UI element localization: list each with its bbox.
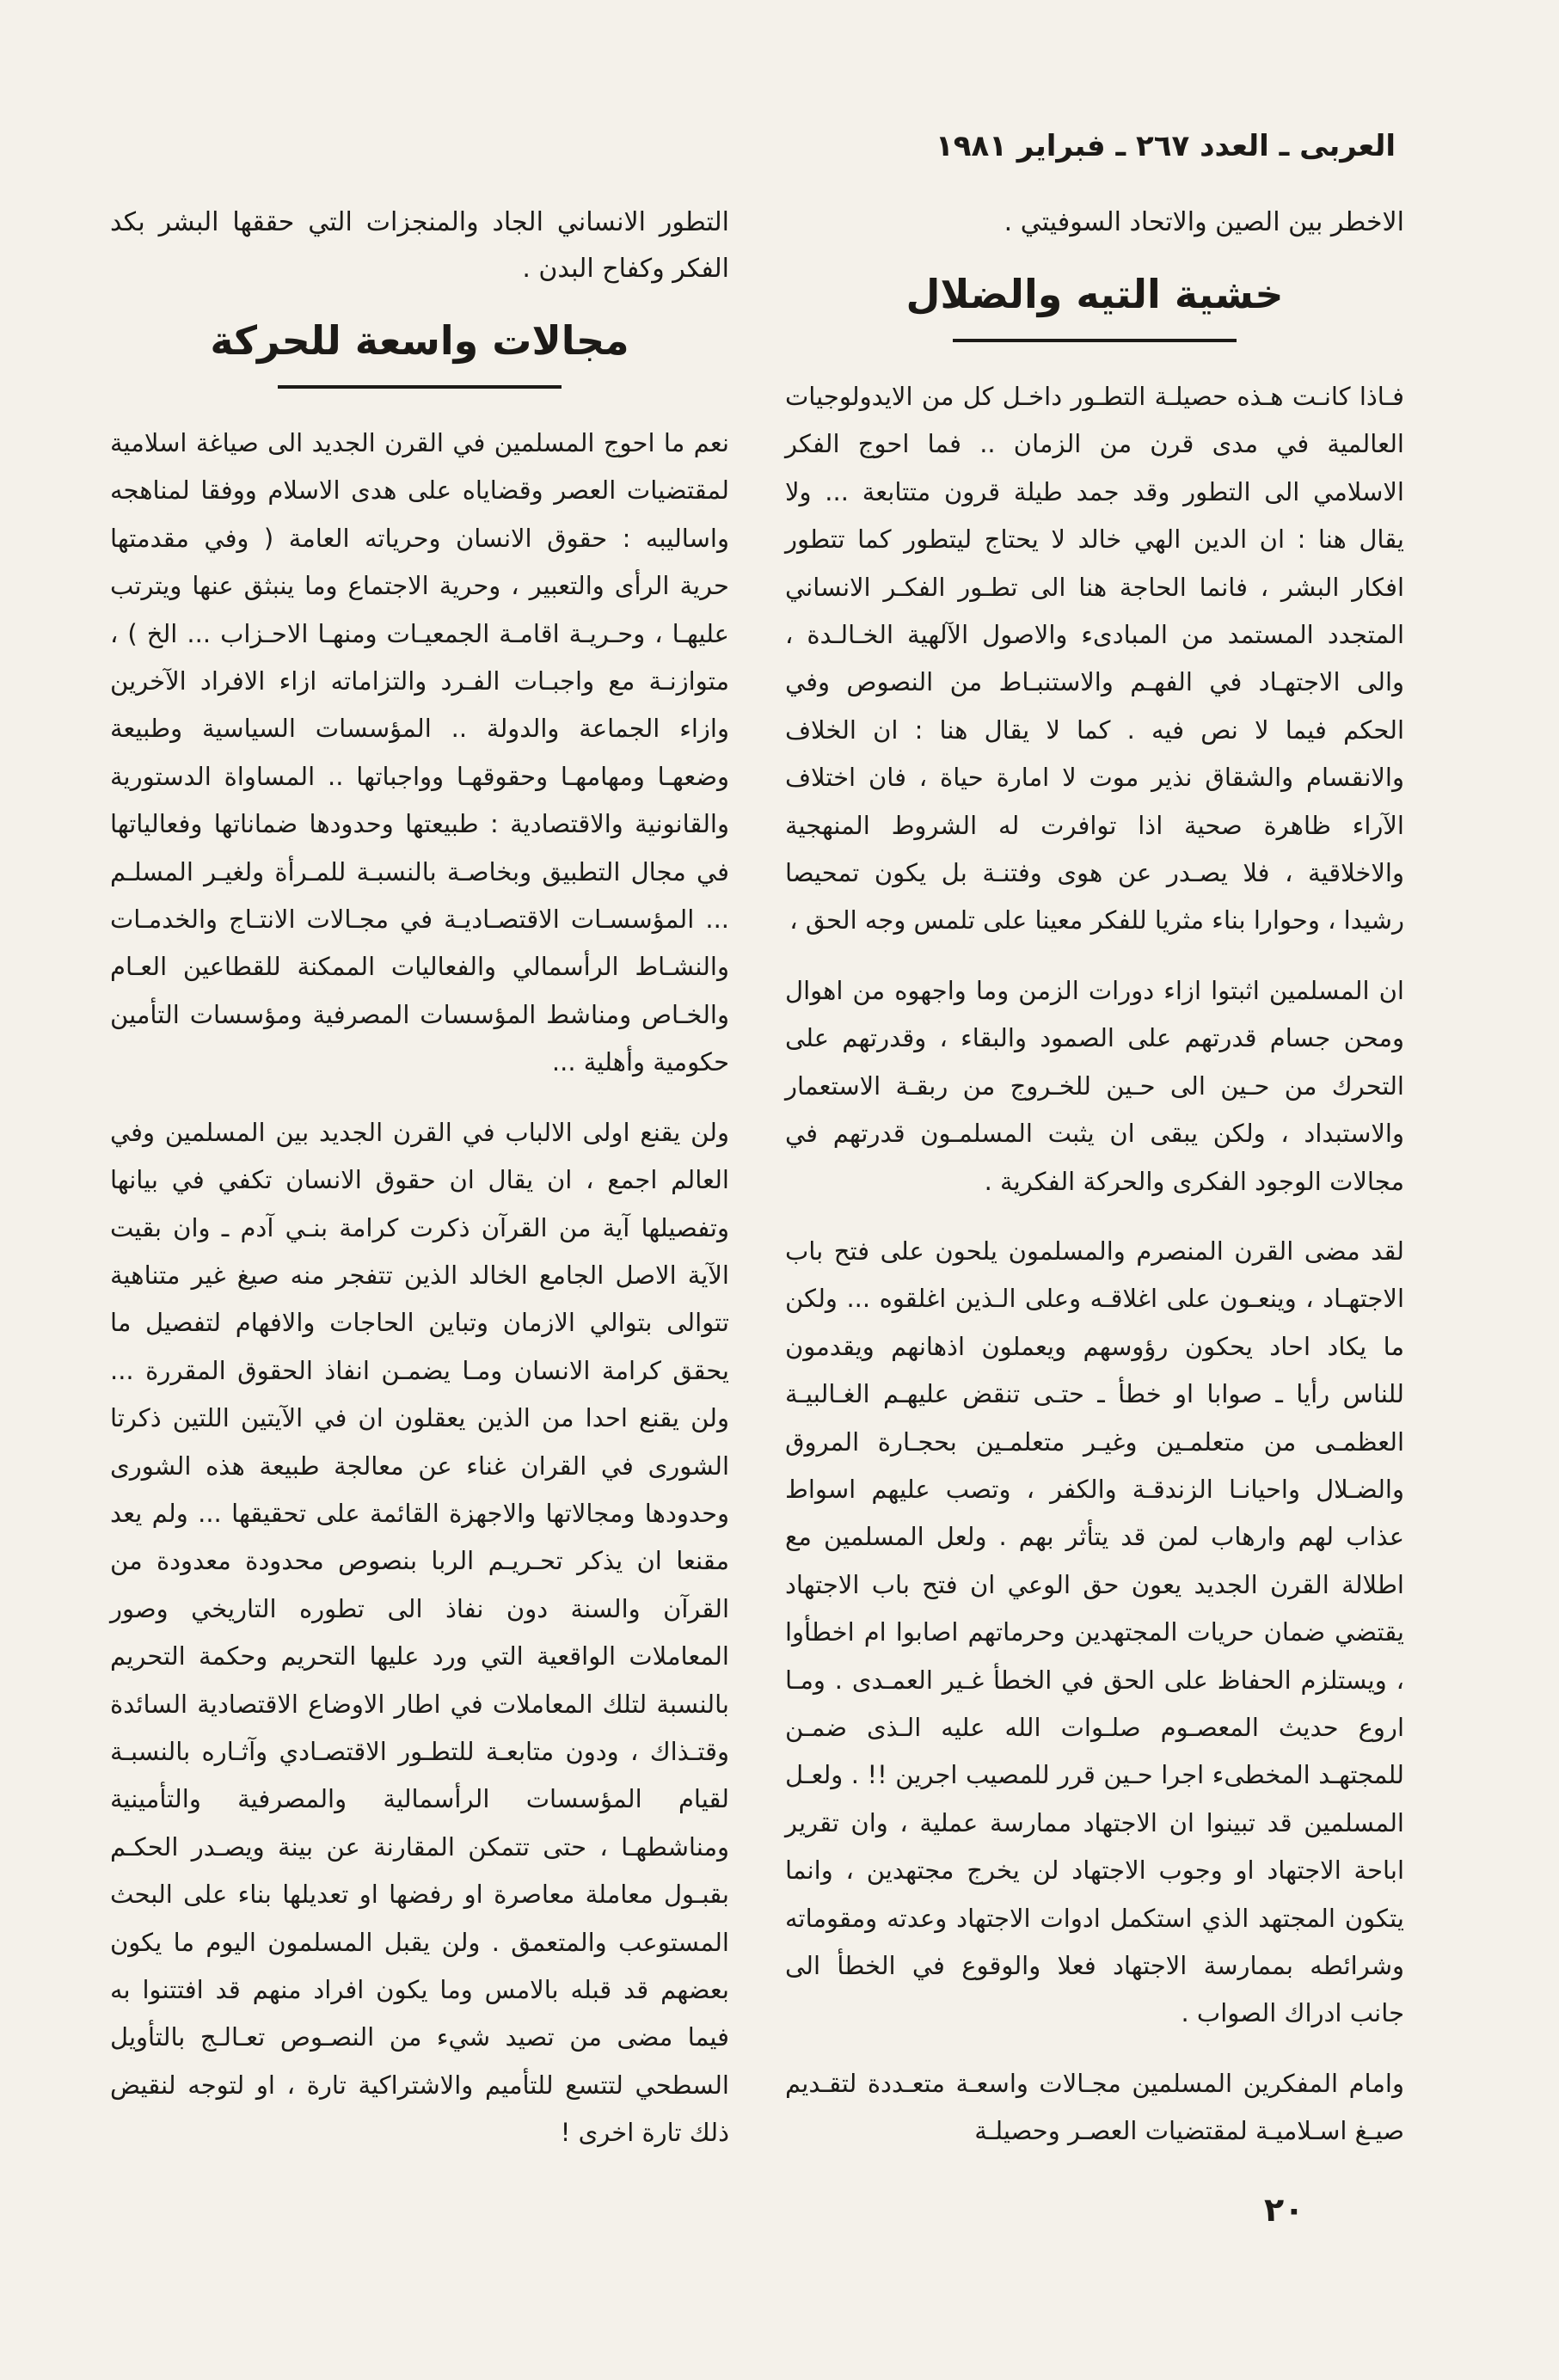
paragraph: نعم ما احوج المسلمين في القرن الجديد الى صياغة اسلامية لمقتضيات العصر وقضاياه على هدى الاسلام ووفقا لمناهجه واساليبه : حقوق الانسان وحرياته العامة ( وفي مقدمتها حرية الرأى والتعبير ، وحرية الاجتماع وما ينبثق عنها ويترتب عليهـا ، وحـريـة اقامـة الجمعيـات ومنهـا الاحـزاب ... الخ ) ، متوازنـة مع واجبـات الفـرد والتزاماته ازاء الافراد الآخرين وازاء الجماعة والدولة .. المؤسسات السياسية وطبيعة وضعهـا ومهامهـا وحقوقهـا وواجباتها .. المساواة الدستورية والقانونية والاقتصادية : طبيعتها وحدودها ضماناتها وفعالياتها في مجال التطبيق وبخاصـة بالنسبـة للمـرأة ولغيـر المسلـم ... المؤسسـات الاقتصـاديـة في مجـالات الانتـاج والخدمـات والنشـاط الرأسمالي والفعاليات الممكنة للقطاعين العـام والخـاص ومناشط المؤسسات المصرفية ومؤسسات التأمين حكومية وأهلية ...	[110, 428, 729, 1077]
section-title-right: خشية التيه والضلال	[905, 271, 1284, 317]
left-column	[110, 199, 729, 2180]
paragraph: وامام المفكرين المسلمين مجـالات واسعـة متعـددة لتقـديم صيـغ اسـلاميـة لمقتضيات العصـر وحصيلـة	[785, 2068, 1404, 2146]
running-header: العربى ـ العدد ٢٦٧ ـ فبراير ١٩٨١	[935, 129, 1396, 163]
title-rule-left	[278, 385, 562, 389]
left-lead-text: التطور الانساني الجاد والمنجزات التي حققها البشر بكد الفكر وكفاح البدن .	[110, 207, 729, 284]
page-number: ٢٠	[1264, 2191, 1304, 2229]
title-rule-right	[953, 339, 1237, 342]
paragraph: فـاذا كانـت هـذه حصيلـة التطـور داخـل كل من الايدولوجيات العالمية في مدى قرن من الزمان .. فما احوج الفكر الاسلامي الى التطور وقد جمد طيلة قرون متتابعة ... ولا يقال هنا : ان الدين الهي خالد لا يحتاج ليتطور كما تتطور افكار البشر ، فانما الحاجة هنا الى تطـور الفكـر الانساني المتجدد المستمد من المبادىء والاصول الآلهية الخـالـدة ، والى الاجتهـاد في الفهـم والاستنبـاط من النصوص وفي الحكم فيما لا نص فيه . كما لا يقال هنا : ان الخلاف والانقسام والشقاق نذير موت لا امارة حياة ، فان اختلاف الآراء ظاهرة صحية اذا توافرت له الشروط المنهجية والاخلاقية ، فلا يصـدر عن هوى وفتنـة بل يكون تمحيصا رشيدا ، وحوارا بناء مثريا للفكر معينا على تلمس وجه الحق ،	[785, 382, 1404, 935]
right-column	[785, 199, 1404, 2178]
paragraph: لقد مضى القرن المنصرم والمسلمون يلحون على فتح باب الاجتهـاد ، وينعـون على اغلاقـه وعلى الـذين اغلقوه ... ولكن ما يكاد احاد يحكون رؤوسهم ويعملون اذهانهم ويقدمون للناس رأيا ـ صوابا او خطأ ـ حتـى تنقض عليهـم الغـالبيـة العظمـى من متعلمـين وغيـر متعلمـين بحجـارة المروق والضـلال واحيانـا الزندقـة والكفر ، وتصب عليهم اسواط عذاب لهم وارهاب لمن قد يتأثر بهم . ولعل المسلمين مع اطلالة القرن الجديد يعون حق الوعي ان فتح باب الاجتهاد يقتضي ضمان حريات المجتهدين وحرماتهم اصابوا ام اخطأوا ، ويستلزم الحفاظ على الحق في الخطأ غـير العمـدى . ومـا اروع حديث المعصـوم صلـوات الله عليه الـذى ضمـن للمجتهـد المخطىء اجرا حـين قرر للمصيب اجرين !! . ولعـل المسلمين قد تبينوا ان الاجتهاد ممارسة عملية ، وان تقرير اباحة الاجتهاد او وجوب الاجتهاد لن يخرج مجتهدين ، وانما يتكون المجتهد الذي استكمل ادوات الاجتهاد وعدته ومقوماته وشرائطه بممارسة الاجتهاد فعلا والوقوع في الخطأ الى جانب ادراك الصواب .	[785, 1236, 1404, 2028]
right-lead-text: الاخطر بين الصين والاتحاد السوفيتي .	[1004, 207, 1404, 237]
section-title-left: مجالات واسعة للحركة	[210, 317, 629, 364]
paragraph: ولن يقنع اولى الالباب في القرن الجديد بين المسلمين وفي العالم اجمع ، ان يقال ان حقوق الانسان تكفي في بيانها وتفصيلها آية من القرآن ذكرت كرامة بنـي آدم ـ وان بقيت الآية الاصل الجامع الخالد الذين تتفجر منه صيغ غير متناهية تتوالى بتوالي الازمان وتباين الحاجات والافهام لتفصيل ما يحقق كرامة الانسان ومـا يضمـن انفاذ الحقوق المقررة ... ولن يقنع احدا من الذين يعقلون ان في الآيتين اللتين ذكرتا الشورى في القران غناء عن معالجة طبيعة هذه الشورى وحدودها ومجالاتها والاجهزة القائمة على تحقيقها ... ولم يعد مقنعا ان يذكر تحـريـم الربا بنصوص محدودة معدودة من القرآن والسنة دون نفاذ الى تطوره التاريخي وصور المعاملات الواقعية التي ورد عليها التحريم وحكمة التحريم بالنسبة لتلك المعاملات في اطار الاوضاع الاقتصادية السائدة وقتـذاك ، ودون متابعـة للتطـور الاقتصـادي وآثـاره بالنسبـة لقيام المؤسسات الرأسمالية والمصرفية والتأمينية ومناشطهـا ، حتى تتمكن المقارنة عن بينة ويصـدر الحكـم بقبـول معاملة معاصرة او رفضها او تعديلها بناء على البحث المستوعب والمتعمق . ولن يقبل المسلمون اليوم ما يكون بعضهم قد قبله بالامس وما يكون افراد منهم قد افتتنوا به فيما مضى من تصيد شيء من النصـوص تعـالـج بالتأويل السطحي لتتسع للتأميم والاشتراكية تارة ، او لتوجه لنقيض ذلك تارة اخرى !	[110, 1117, 729, 2148]
paragraph: ان المسلمين اثبتوا ازاء دورات الزمن وما واجهوه من اهوال ومحن جسام قدرتهم على الصمود والبقاء ، وقدرتهم على التحرك من حـين الى حـين للخـروج من ربقـة الاستعمار والاستبداد ، ولكن يبقى ان يثبت المسلمـون قدرتهم في مجالات الوجود الفكرى والحركة الفكرية .	[785, 975, 1404, 1196]
